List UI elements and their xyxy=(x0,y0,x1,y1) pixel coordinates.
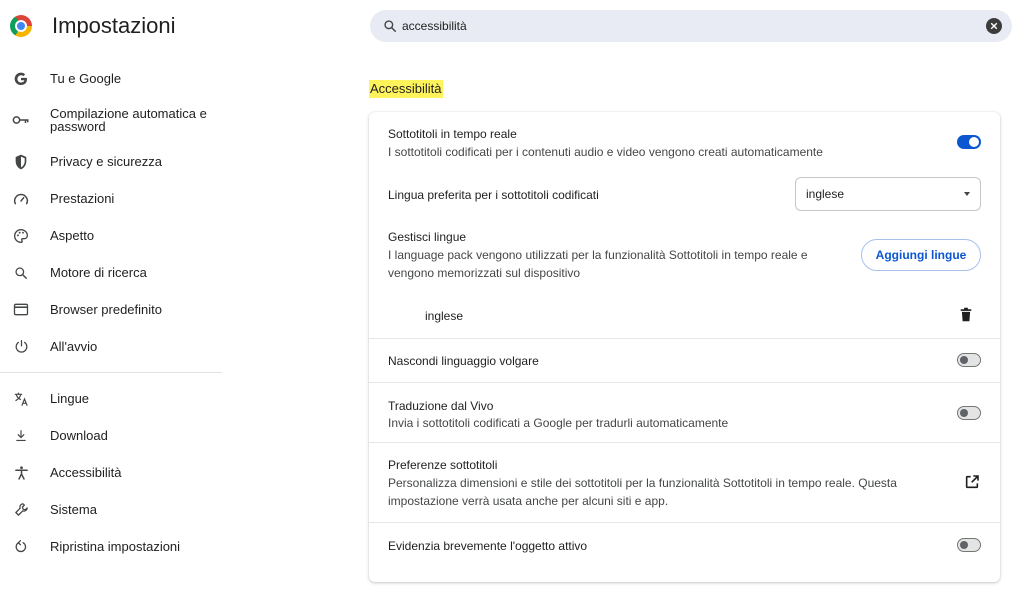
language-list-item xyxy=(369,294,1000,336)
hide-profanity-row[interactable] xyxy=(369,338,1000,382)
sidebar-item-label: Browser predefinito xyxy=(50,302,162,317)
reset-icon xyxy=(12,538,30,556)
sidebar xyxy=(0,60,230,565)
add-languages-button[interactable]: Aggiungi lingue xyxy=(861,239,981,271)
sidebar-item-label: Aspetto xyxy=(50,228,95,243)
sidebar-item-autofill[interactable] xyxy=(0,97,230,143)
sidebar-item-label: Download xyxy=(50,428,108,443)
sidebar-item-search-engine[interactable] xyxy=(0,254,230,291)
caption-preferences-subtitle-1: Personalizza dimensioni e stile dei sottotitoli per la funzionalità Sottotitoli in tempo reale. Questa xyxy=(388,476,897,490)
accessibility-card xyxy=(369,112,1000,582)
live-translate-subtitle: Invia i sottotitoli codificati a Google per tradurli automaticamente xyxy=(388,416,729,430)
highlight-focus-title: Evidenzia brevemente l'oggetto attivo xyxy=(388,539,588,553)
sidebar-item-downloads[interactable] xyxy=(0,417,230,454)
hide-profanity-title: Nascondi linguaggio volgare xyxy=(388,354,539,368)
sidebar-item-accessibility[interactable] xyxy=(0,454,230,491)
preferred-language-select[interactable] xyxy=(795,177,981,211)
select-value: inglese xyxy=(806,187,845,201)
sidebar-item-label: Motore di ricerca xyxy=(50,265,147,280)
sidebar-item-label: Compilazione automatica e password xyxy=(50,106,207,134)
google-icon xyxy=(12,70,30,88)
sidebar-item-label: Privacy e sicurezza xyxy=(50,154,162,169)
sidebar-item-reset[interactable] xyxy=(0,528,230,565)
download-icon xyxy=(12,427,30,445)
preferred-language-title: Lingua preferita per i sottotitoli codificati xyxy=(388,188,599,202)
sidebar-item-languages[interactable] xyxy=(0,380,230,417)
toggle-knob xyxy=(969,137,979,147)
toggle-knob xyxy=(960,356,968,364)
sidebar-item-label: Accessibilità xyxy=(50,465,122,480)
translate-icon xyxy=(12,390,30,408)
wrench-icon xyxy=(12,501,30,519)
close-icon[interactable] xyxy=(986,18,1002,34)
live-translate-row[interactable] xyxy=(369,382,1000,442)
open-in-new-icon[interactable] xyxy=(964,474,980,495)
sidebar-item-label: All'avvio xyxy=(50,339,98,354)
hide-profanity-toggle[interactable] xyxy=(957,353,981,367)
sidebar-item-default-browser[interactable] xyxy=(0,291,230,328)
trash-icon[interactable] xyxy=(960,307,972,327)
search-icon xyxy=(12,264,30,282)
sidebar-item-on-startup[interactable] xyxy=(0,328,230,365)
search-bar[interactable] xyxy=(370,10,1012,42)
sidebar-divider xyxy=(0,372,222,373)
live-translate-title: Traduzione dal Vivo xyxy=(388,399,494,413)
live-captions-title: Sottotitoli in tempo reale xyxy=(388,127,517,141)
page-title: Impostazioni xyxy=(52,13,176,38)
sidebar-item-label: Tu e Google xyxy=(50,71,122,86)
search-icon xyxy=(380,16,400,36)
live-translate-toggle[interactable] xyxy=(957,406,981,420)
sidebar-item-label: Prestazioni xyxy=(50,191,115,206)
key-icon xyxy=(12,111,30,129)
power-icon xyxy=(12,338,30,356)
search-input[interactable] xyxy=(402,19,962,33)
toggle-knob xyxy=(960,409,968,417)
live-captions-row[interactable] xyxy=(369,112,1000,172)
sidebar-item-label: Sistema xyxy=(50,502,97,517)
highlight-focus-row[interactable] xyxy=(369,522,1000,568)
chevron-down-icon xyxy=(964,192,970,196)
sidebar-item-tu-e-google[interactable] xyxy=(0,60,230,97)
chrome-logo-icon xyxy=(10,15,32,37)
sidebar-item-performance[interactable] xyxy=(0,180,230,217)
section-title: Accessibilità xyxy=(370,81,442,96)
browser-window-icon xyxy=(12,301,30,319)
live-captions-toggle[interactable] xyxy=(957,135,981,149)
sidebar-item-label: Ripristina impostazioni xyxy=(50,539,181,554)
sidebar-item-system[interactable] xyxy=(0,491,230,528)
sidebar-item-privacy[interactable] xyxy=(0,143,230,180)
toggle-knob xyxy=(960,541,968,549)
caption-preferences-title: Preferenze sottotitoli xyxy=(388,458,498,472)
palette-icon xyxy=(12,227,30,245)
sidebar-item-appearance[interactable] xyxy=(0,217,230,254)
language-name: inglese xyxy=(425,309,464,323)
caption-preferences-row[interactable] xyxy=(369,442,1000,522)
sidebar-item-label: Lingue xyxy=(50,391,90,406)
manage-languages-subtitle-1: I language pack vengono utilizzati per la funzionalità Sottotitoli in tempo reale e xyxy=(388,248,808,262)
shield-icon xyxy=(12,153,30,171)
accessibility-icon xyxy=(12,464,30,482)
highlight-focus-toggle[interactable] xyxy=(957,538,981,552)
caption-preferences-subtitle-2: impostazione verrà usata anche per alcuni siti e app. xyxy=(388,494,669,508)
live-captions-subtitle: I sottotitoli codificati per i contenuti audio e video vengono creati automaticamente xyxy=(388,145,823,159)
manage-languages-subtitle-2: vengono memorizzati sul dispositivo xyxy=(388,266,581,280)
speedometer-icon xyxy=(12,190,30,208)
manage-languages-title: Gestisci lingue xyxy=(388,230,467,244)
